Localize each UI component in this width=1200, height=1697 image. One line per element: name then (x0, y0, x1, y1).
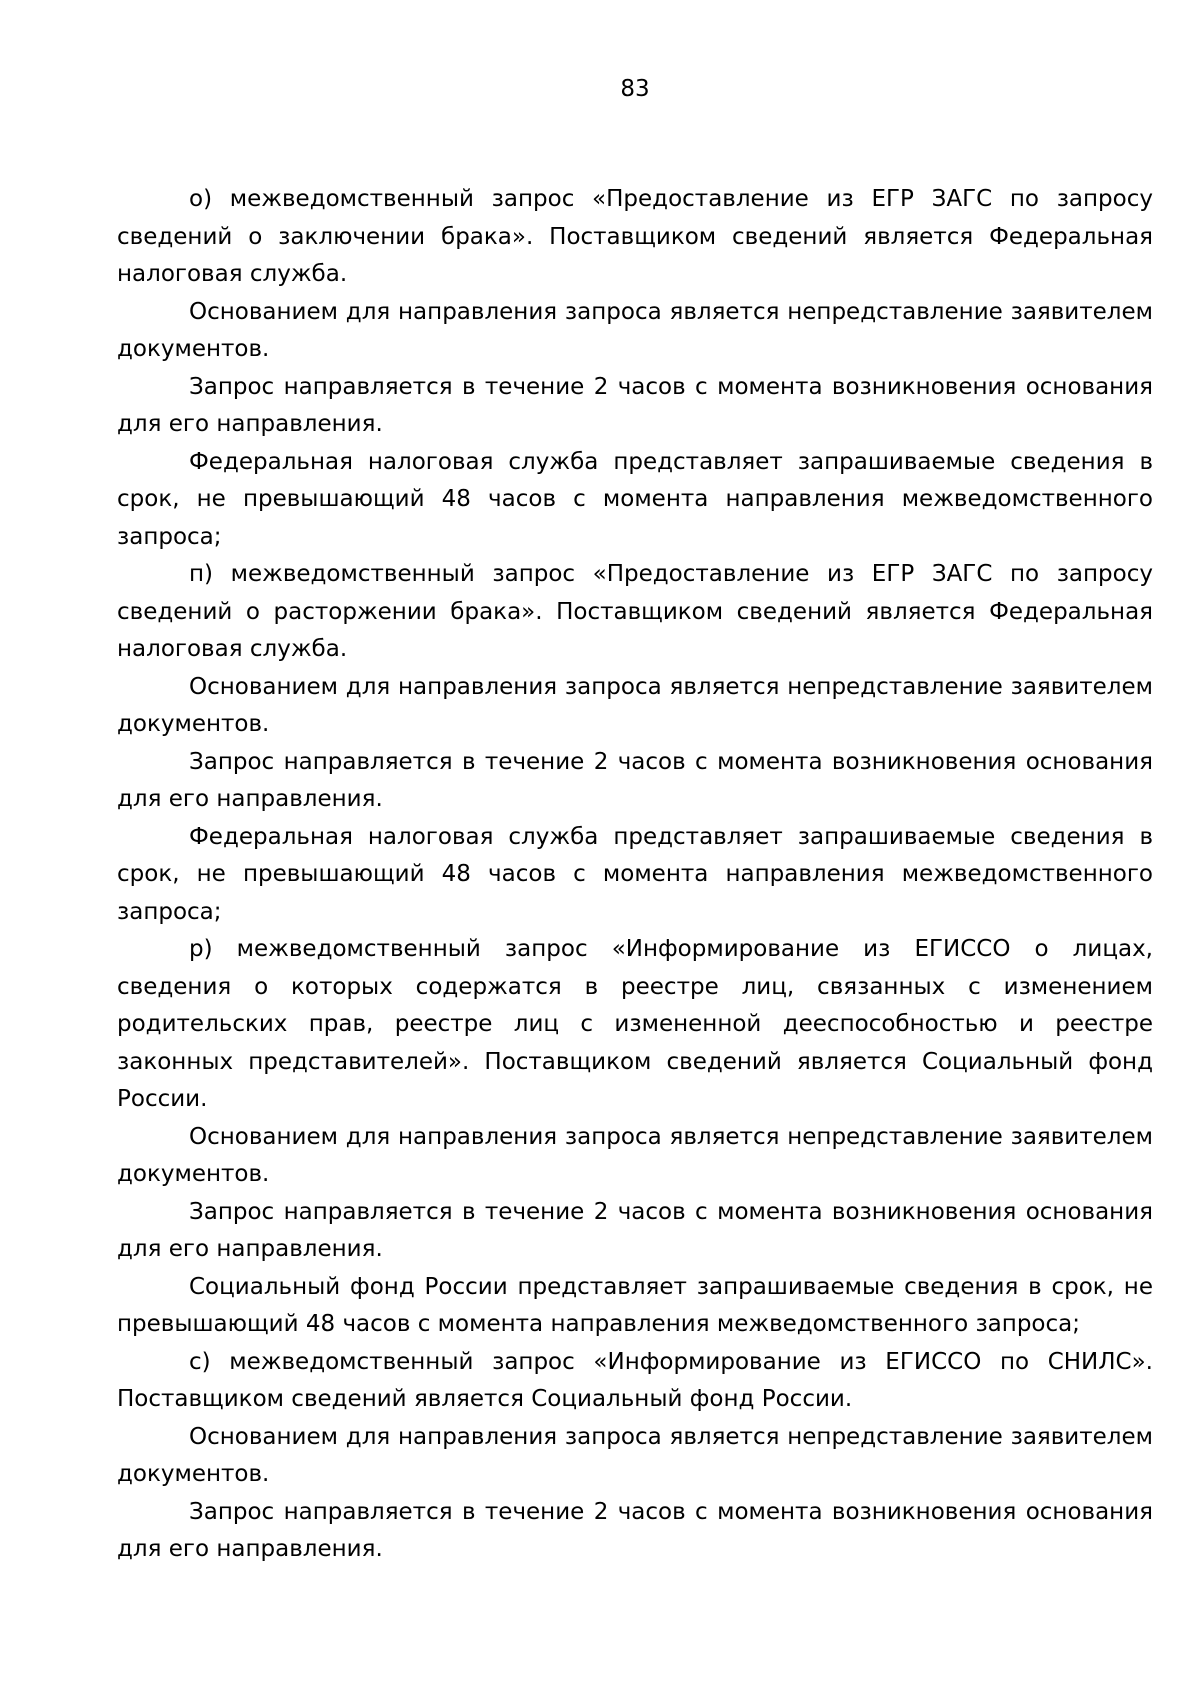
paragraph-timing: Запрос направляется в течение 2 часов с момента возникновения основания для его направления. (117, 1198, 1153, 1262)
paragraph-basis: Основанием для направления запроса является непредставление заявителем документов. (117, 673, 1153, 737)
paragraph-basis: Основанием для направления запроса является непредставление заявителем документов. (117, 1123, 1153, 1187)
page-number: 83 (620, 76, 650, 102)
paragraph-item-s: с) межведомственный запрос «Информирование из ЕГИССО по СНИЛС». Поставщиком сведений является Социальный фонд России. (117, 1348, 1153, 1412)
paragraph-response-term: Федеральная налоговая служба представляет запрашиваемые сведения в срок, не превышающий 48 часов с момента направления межведомственного запроса; (117, 823, 1153, 925)
paragraph-response-term: Социальный фонд России представляет запрашиваемые сведения в срок, не превышающий 48 часов с момента направления межведомственного запроса; (117, 1273, 1153, 1337)
paragraph-basis: Основанием для направления запроса является непредставление заявителем документов. (117, 298, 1153, 362)
paragraph-timing: Запрос направляется в течение 2 часов с момента возникновения основания для его направления. (117, 1498, 1153, 1562)
paragraph-item-p: п) межведомственный запрос «Предоставление из ЕГР ЗАГС по запросу сведений о расторжении брака». Поставщиком сведений является Федеральная налоговая служба. (117, 561, 1153, 662)
paragraph-timing: Запрос направляется в течение 2 часов с момента возникновения основания для его направления. (117, 748, 1153, 812)
paragraph-timing: Запрос направляется в течение 2 часов с момента возникновения основания для его направления. (117, 373, 1153, 437)
paragraph-item-r: р) межведомственный запрос «Информирование из ЕГИССО о лицах, сведения о которых содержатся в реестре лиц, связанных с изменением родительских прав, реестре лиц с измененной дееспособностью и реестре законных представителей». Поставщиком сведений является Социальный фонд России. (117, 936, 1153, 1112)
paragraph-item-o: о) межведомственный запрос «Предоставление из ЕГР ЗАГС по запросу сведений о заключении брака». Поставщиком сведений является Федеральная налоговая служба. (117, 186, 1153, 287)
document-body (117, 181, 1153, 1569)
paragraph-basis: Основанием для направления запроса является непредставление заявителем документов. (117, 1423, 1153, 1487)
paragraph-response-term: Федеральная налоговая служба представляет запрашиваемые сведения в срок, не превышающий 48 часов с момента направления межведомственного запроса; (117, 448, 1153, 550)
